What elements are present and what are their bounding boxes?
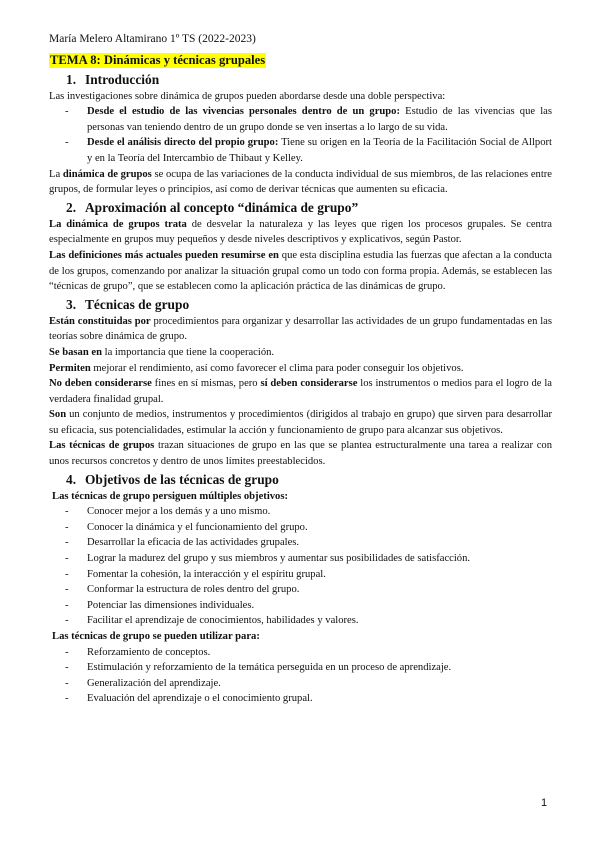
list-item xyxy=(49,104,552,135)
text-run: un conjunto de medios, instrumentos y procedimientos (dirigidos al trabajo en grupo) que sirven para desarrollar su eficacia, sus potencialidades, estimular la acción y funcionamiento de grupo para alcanzar sus objetivos. xyxy=(49,409,552,436)
section-title: Introducción xyxy=(85,71,160,87)
uses-list xyxy=(49,645,552,707)
section-number: 1. xyxy=(66,71,77,87)
list-item: - Desarrollar la eficacia de las actividades grupales. xyxy=(49,535,552,551)
text-run: que esta disciplina estudia las fuerzas que afectan a la conducta de los grupos, comenzando por analizar la situación grupal como un todo con forma propia. Además, se establecen las “técnicas de grupo”, que se establecen como la aplicación práctica de las dinámicas de grupo. xyxy=(49,249,553,293)
list-item: - Lograr la madurez del grupo y sus miembros y aumentar sus posibilidades de satisfacción. xyxy=(49,551,552,567)
bold-run: Son xyxy=(49,409,67,421)
bold-run: dinámica de grupos xyxy=(62,168,152,180)
section-heading-1 xyxy=(49,70,552,89)
text-run: procedimientos para organizar y desarrollar las actividades de un grupo fundamentadas en las teorías sobre dinámica de grupo. xyxy=(49,315,552,343)
document-header: María Melero Altamirano 1º TS (2022-2023) xyxy=(49,33,256,45)
topic-title: TEMA 8: Dinámicas y técnicas grupales xyxy=(50,53,266,67)
list-item: - Conocer mejor a los demás y a uno mismo. xyxy=(49,504,552,520)
page-content xyxy=(49,32,552,707)
list-item: - Estimulación y reforzamiento de la temática perseguida en un proceso de aprendizaje. xyxy=(49,660,552,676)
page-number: 1 xyxy=(541,797,548,809)
text-run: trazan situaciones de grupo en las que se plantea estructuralmente una tarea a realizar con unos recursos concretos y dentro de unos límites preestablecidos. xyxy=(49,440,552,468)
text-run: mejorar el rendimiento, así como favorecer el clima para poder conseguir los objetivos. xyxy=(90,362,464,374)
techniques-paragraph-2 xyxy=(49,345,552,361)
list-item: - Generalización del aprendizaje. xyxy=(49,676,552,692)
bold-run: No deben considerarse xyxy=(49,378,152,390)
list-item-text: Tiene su origen en la Teoría de la Facilitación Social de Allport y en la Teoría del Intercambio de Thibaut y Kelley. xyxy=(87,137,552,164)
bold-run: Se basan en xyxy=(49,346,102,358)
uses-subheading: Las técnicas de grupo se pueden utilizar para: xyxy=(52,631,260,642)
section-number: 3. xyxy=(66,296,77,312)
list-item-bold: Desde el estudio de las vivencias personales dentro de un grupo: xyxy=(87,106,400,118)
list-item: - Fomentar la cohesión, la interacción y el espíritu grupal. xyxy=(49,567,552,583)
list-item: - Conocer la dinámica y el funcionamiento del grupo. xyxy=(49,520,552,536)
objectives-subheading: Las técnicas de grupo persiguen múltiples objetivos: xyxy=(52,490,289,502)
list-item: - Reforzamiento de conceptos. xyxy=(49,645,552,661)
intro-lead: Las investigaciones sobre dinámica de grupos pueden abordarse desde una doble perspectiva: xyxy=(49,90,446,102)
text-run: La xyxy=(49,168,63,180)
section-number: 4. xyxy=(66,471,77,487)
bold-run: La dinámica de grupos trata xyxy=(49,218,187,230)
techniques-paragraph-1 xyxy=(49,314,552,345)
objectives-list xyxy=(49,504,552,629)
section-heading-3 xyxy=(49,295,552,314)
bold-run: Las definiciones más actuales pueden resumirse en xyxy=(49,249,279,261)
bold-run: Están constituidas por xyxy=(49,315,151,327)
bold-run: Permiten xyxy=(49,362,91,374)
list-item-bold: Desde el análisis directo del propio grupo: xyxy=(87,137,279,149)
list-item: - Evaluación del aprendizaje o el conocimiento grupal. xyxy=(49,691,552,707)
list-item xyxy=(49,135,552,166)
text-run: la importancia que tiene la cooperación. xyxy=(101,346,275,358)
text-run: los instrumentos o medios para el logro de la verdadera finalidad grupal. xyxy=(49,378,552,405)
section-title: Técnicas de grupo xyxy=(85,296,190,312)
intro-closing xyxy=(49,167,552,198)
section-title: Aproximación al concepto “dinámica de grupo” xyxy=(85,199,359,215)
text-run: de desvelar la naturaleza y las leyes que rigen los procesos grupales. Se centra especialmente en grupos muy pequeños y desde niveles descriptivos y explicativos, según Pastor. xyxy=(49,218,552,246)
section-title: Objetivos de las técnicas de grupo xyxy=(85,471,279,487)
section-number: 2. xyxy=(66,199,77,215)
section-heading-4 xyxy=(49,470,552,489)
list-item: - Facilitar el aprendizaje de conocimientos, habilidades y valores. xyxy=(49,613,552,629)
techniques-paragraph-3 xyxy=(49,361,552,377)
text-run: se ocupa de las variaciones de la conducta individual de sus miembros, de las relaciones entre grupos, de formular leyes o principios, así como de derivar técnicas que aumenten su eficacia. xyxy=(49,168,552,196)
approach-paragraph-1 xyxy=(49,217,552,248)
techniques-paragraph-4 xyxy=(49,376,552,407)
techniques-paragraph-6 xyxy=(49,438,552,469)
section-heading-2 xyxy=(49,198,552,217)
list-item: - Potenciar las dimensiones individuales. xyxy=(49,598,552,614)
bold-run: Las técnicas de grupos xyxy=(49,440,155,452)
bold-run: sí deben considerarse xyxy=(260,378,358,390)
approach-paragraph-2 xyxy=(49,248,552,295)
techniques-paragraph-5 xyxy=(49,407,552,438)
intro-list xyxy=(49,104,552,166)
list-item-text: Estudio de las vivencias que las personas van teniendo dentro de un grupo donde se ven insertas a lo largo de su vida. xyxy=(87,106,552,133)
list-item: - Conformar la estructura de roles dentro del grupo. xyxy=(49,582,552,598)
text-run: fines en sí mismas, pero xyxy=(151,378,261,390)
